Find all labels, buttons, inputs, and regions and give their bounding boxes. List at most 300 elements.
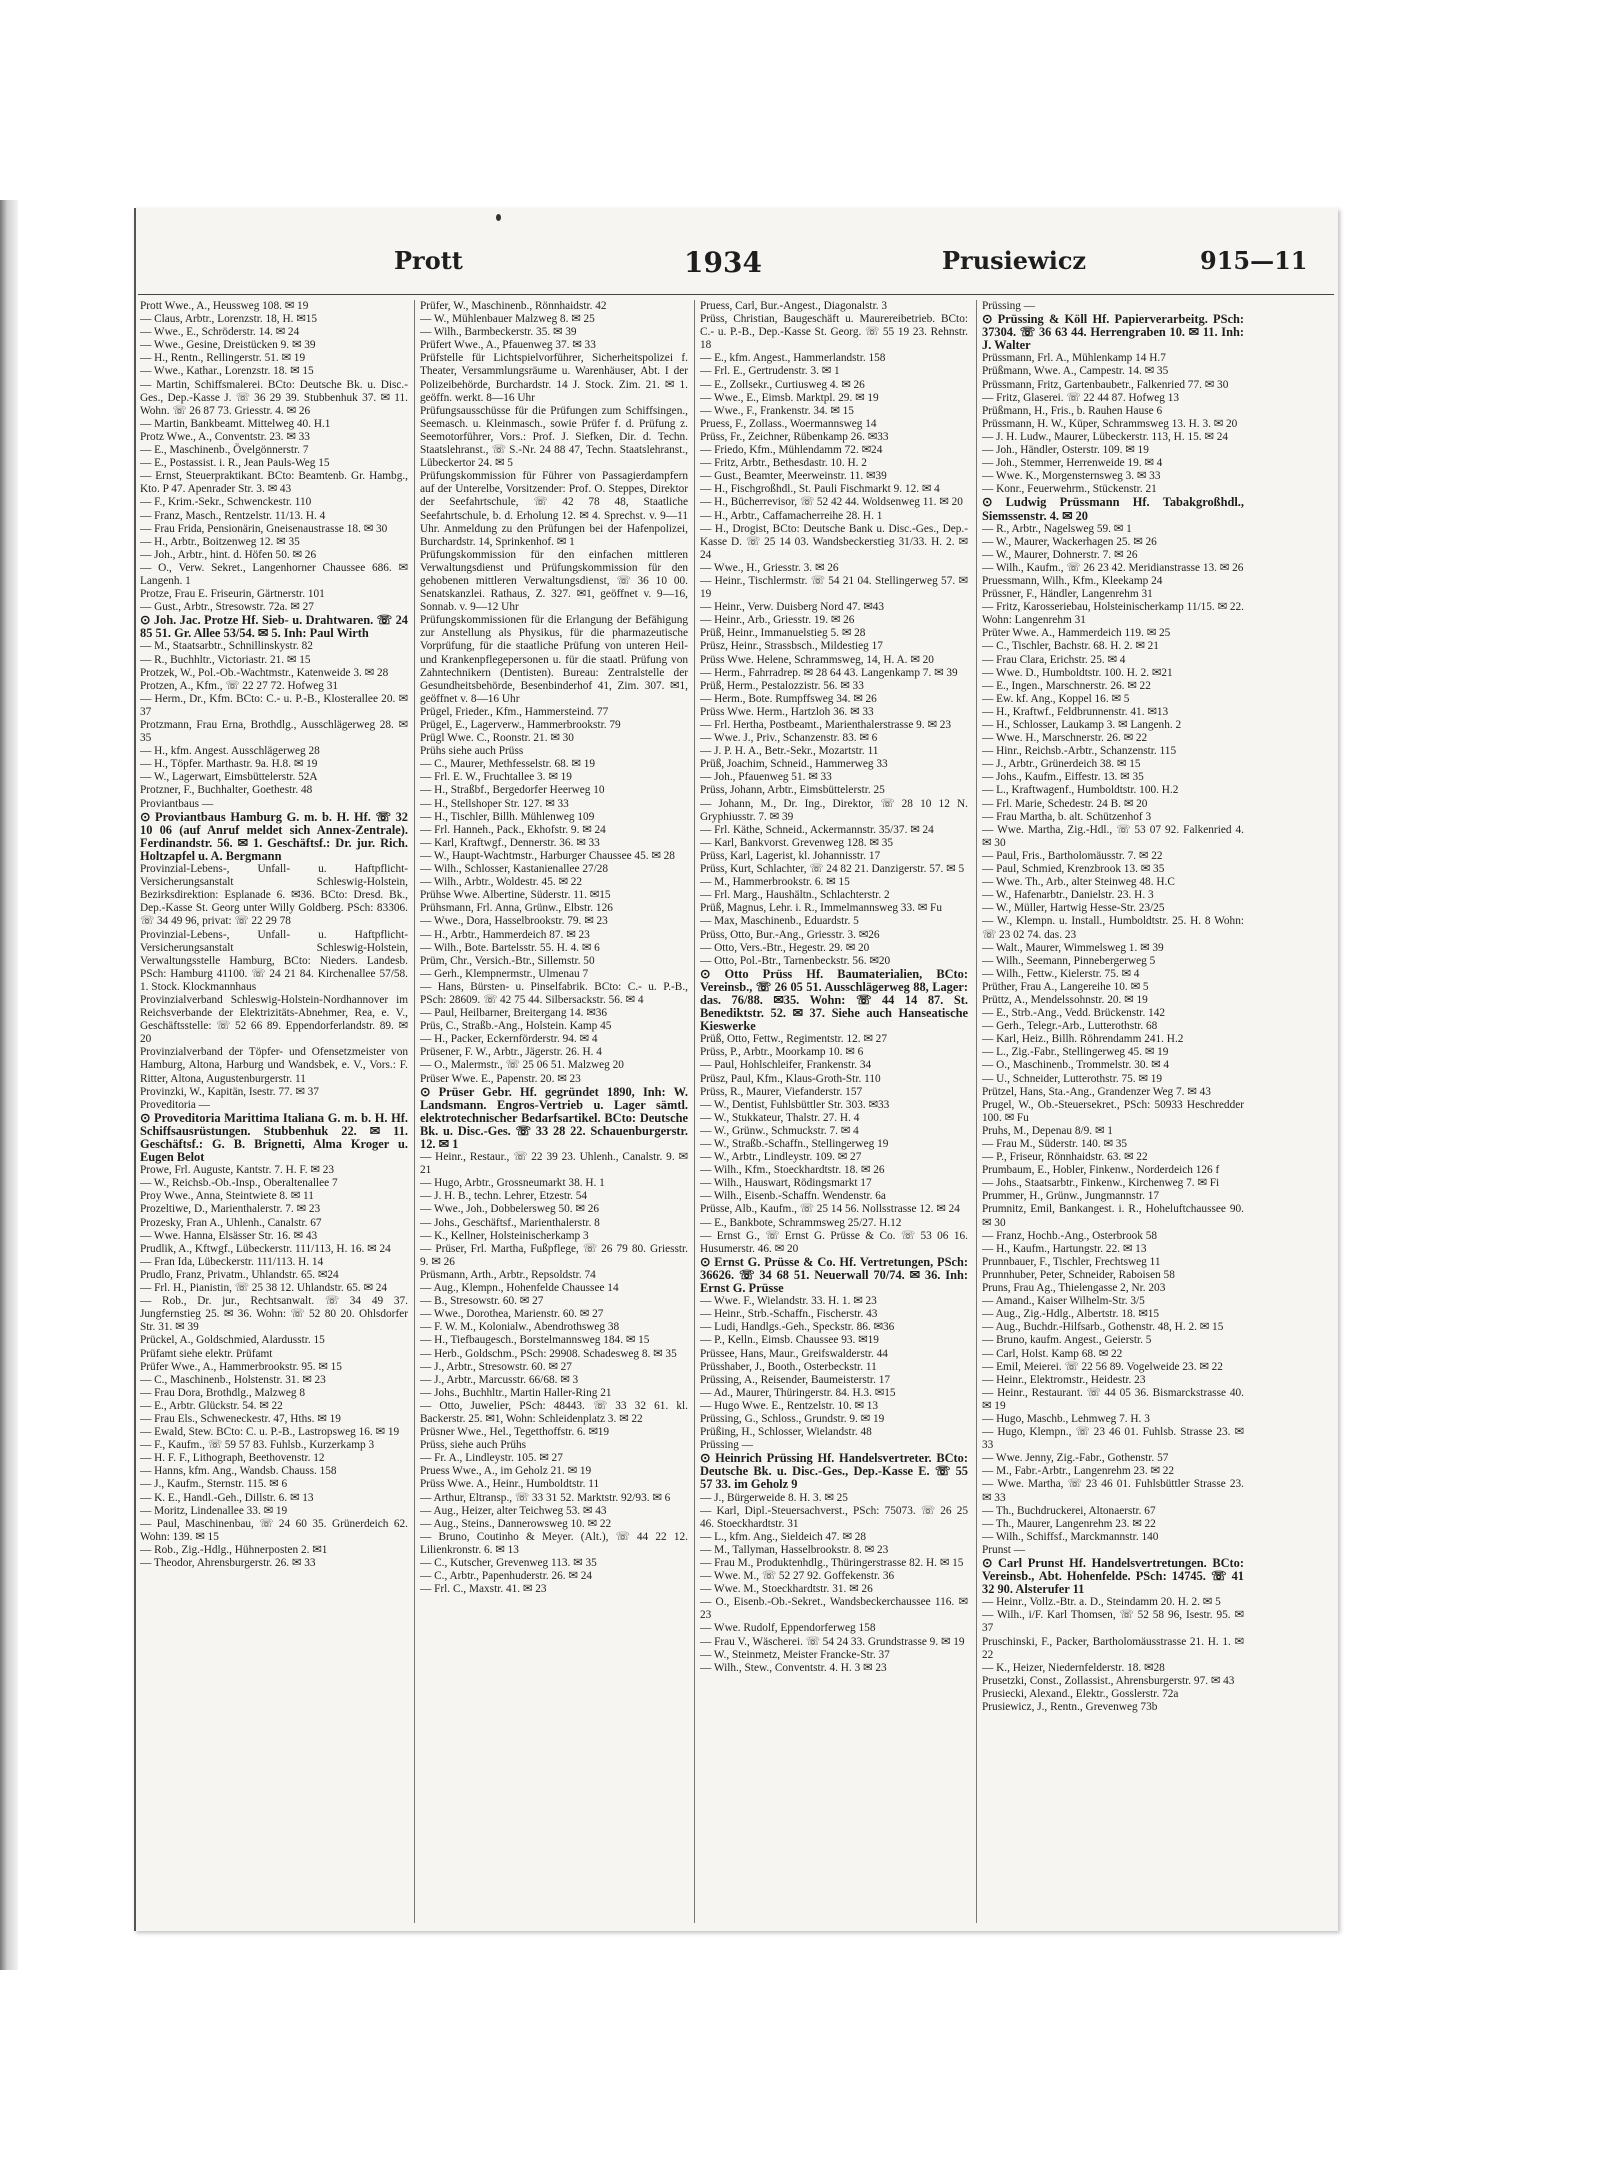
directory-entry: — H., Arbtr., Boitzenweg 12. ✉ 35 [140, 535, 300, 548]
directory-entry: — Aug., Steins., Dannerowsweg 10. ✉ 22 [420, 1517, 612, 1530]
directory-entry: — Fritz, Karosseriebau, Holsteinischerkamp 11/15. ✉ 22. Wohn: Langenrehm 31 [982, 601, 1244, 627]
directory-entry: — H., Tischler, Billh. Mühlenweg 109 [420, 810, 595, 823]
directory-entry: Prüss, Johann, Arbtr., Eimsbüttelerstr. 25 [700, 784, 885, 797]
directory-entry: — W., Hafenarbtr., Danielstr. 23. H. 3 [982, 889, 1154, 902]
header-rule [138, 294, 1334, 295]
directory-entry: — Frau Clara, Erichstr. 25. ✉ 4 [982, 653, 1126, 666]
directory-entry: — W., Grünw., Schmuckstr. 7. ✉ 4 [700, 1124, 859, 1137]
directory-entry: — F. W. M., Kolonialw., Abendrothsweg 38 [420, 1321, 620, 1334]
directory-entry: ⊙ Proveditoria Marittima Italiana G. m. b. H. Hf. Schiffsausrüstungen. Stubbenhuk 22. ✉ 11. Geschäftsf.: G. B. Brignetti, Alma Kroger u. Eugen Belot [140, 1110, 408, 1165]
directory-entry: — Wilh., i/F. Karl Thomsen, ☏ 52 58 96, Isestr. 95. ✉ 37 [982, 1609, 1244, 1635]
directory-entry: — B., Stresowstr. 60. ✉ 27 [420, 1295, 544, 1308]
directory-entry: — Bruno, kaufm. Angest., Geierstr. 5 [982, 1334, 1152, 1347]
directory-entry: — Wilh., Stew., Conventstr. 4. H. 3 ✉ 23 [700, 1661, 887, 1674]
directory-entry: — H., Fischgroßhdl., St. Pauli Fischmarkt 9. 12. ✉ 4 [700, 483, 940, 496]
directory-entry: — Prüser, Frl. Martha, Fußpflege, ☏ 26 79 80. Griesstr. 9. ✉ 26 [420, 1242, 688, 1268]
directory-entry: — Fran Ida, Lübeckerstr. 111/113. H. 14 [140, 1255, 324, 1268]
directory-entry: — Wilh., Fettw., Kielerstr. 75. ✉ 4 [982, 967, 1140, 980]
header-first-entry: Prott [394, 246, 463, 275]
directory-entry: — L., kfm. Ang., Sieldeich 47. ✉ 28 [700, 1530, 867, 1543]
directory-entry: — P., Friseur, Rönnhaidstr. 63. ✉ 22 [982, 1151, 1148, 1164]
directory-entry: — E., Maschinenb., Övelgönnerstr. 7 [140, 444, 309, 457]
directory-entry: Prüss, Kurt, Schlachter, ☏ 24 82 21. Danzigerstr. 57. ✉ 5 [700, 863, 965, 876]
directory-entry: Prüfstelle für Lichtspielvorführer, Sicherheitspolizei f. Theater, Versammlungsräume u. Warenhäuser, Abt. I der Polizeibehörde, Burchardstr. 14 J. Stock. Zim. 21. ✉ 1. geöffn. werkt. 8—16 Uhr [420, 352, 688, 404]
directory-entry: — M., Staatsarbtr., Schnillinskystr. 82 [140, 640, 313, 653]
directory-entry: ⊙ Proviantbaus Hamburg G. m. b. H. Hf. ☏ 32 10 06 (auf Anruf meldet sich Annex-Zentrale). Ferdinandstr. 56. ✉ 1. Geschäftsf.: Dr. jur. Rich. Holtzapfel u. A. Bergmann [140, 809, 408, 863]
directory-entry: — E., Bankbote, Schrammsweg 25/27. H.12 [700, 1216, 902, 1229]
directory-entry: — Herb., Goldschm., PSch: 29908. Schadesweg 8. ✉ 35 [420, 1347, 677, 1360]
directory-entry: Prüsse, Alb., Kaufm., ☏ 25 14 56. Nollsstrasse 12. ✉ 24 [700, 1203, 960, 1216]
directory-entry: Prüß, Otto, Fettw., Regimentstr. 12. ✉ 27 [700, 1033, 887, 1046]
directory-entry: Prüss, P., Arbtr., Moorkamp 10. ✉ 6 [700, 1046, 864, 1059]
directory-entry: — H., Stellshoper Str. 127. ✉ 33 [420, 797, 569, 810]
directory-entry: — Wwe. F., Wielandstr. 33. H. 1. ✉ 23 [700, 1295, 877, 1308]
column-divider [694, 300, 695, 1923]
column-divider [976, 300, 977, 1923]
directory-entry: Prüss, Otto, Bur.-Ang., Griesstr. 3. ✉26 [700, 928, 880, 941]
directory-entry: — Wwe. J., Priv., Schanzenstr. 83. ✉ 6 [700, 732, 878, 745]
directory-entry: Prozeltiwe, D., Marienthalerstr. 7. ✉ 23 [140, 1203, 321, 1216]
directory-entry: — Frau M., Süderstr. 140. ✉ 35 [982, 1138, 1128, 1150]
directory-entry: Prusiecki, Alexand., Elektr., Gosslerstr. 72a [982, 1687, 1179, 1700]
directory-entry: — Heinr., Tischlermstr. ☏ 54 21 04. Stellingerweg 57. ✉ 19 [700, 574, 968, 601]
directory-entry: — Frau Frida, Pensionärin, Gneisenaustrasse 18. ✉ 30 [140, 522, 388, 535]
directory-entry: Prunst — [982, 1543, 1025, 1556]
directory-entry: Protze, Frau E. Friseurin, Gärtnerstr. 101 [140, 588, 325, 601]
directory-entry: — Wwe. Th., Arb., alter Steinweg 48. H.C [982, 876, 1175, 889]
directory-entry: — W., Dentist, Fuhlsbüttler Str. 303. ✉33 [700, 1098, 890, 1111]
directory-entry: Prüssner, F., Händler, Langenrehm 31 [982, 588, 1153, 601]
directory-entry: Prüfamt siehe elektr. Prüfamt [140, 1347, 273, 1360]
directory-entry: — W., Straßb.-Schaffn., Stellingerweg 19 [700, 1138, 889, 1150]
directory-entry: Prüfungskommission für Führer von Passagierdampfern auf der Unterelbe, Vorsitzender: Prof. O. Steppes, Direktor der Seefahrtschule, ☏ 42 78 48, Staatliche Seefahrtschule, b. d. Erholung 12. ✉ 4. Sprechst. v. 9—11 Uhr. Anmeldung zu den Prüfungen bei der Hafenpolizei, Burchardstr. 14, Sprinkenhof. ✉ 1 [420, 470, 688, 548]
directory-entry: Prüfungsausschüsse für die Prüfungen zum Schiffsingen., Seemasch. u. Kleinmasch., sowie Prüfer f. d. Prüfung z. Seemotorführer, Vors.: Prof. J. Siefken, Dir. d. Techn. Staatslehranst., ☏ S.-Nr. 24 88 47, Techn. Staatslehranst., Lübeckertor 24. ✉ 5 [420, 404, 688, 470]
directory-entry: — Paul, Fris., Bartholomäusstr. 7. ✉ 22 [982, 849, 1163, 862]
directory-entry: — Wwe., H., Griesstr. 3. ✉ 26 [700, 561, 839, 574]
directory-entry: — Wwe. Hanna, Elsässer Str. 16. ✉ 43 [140, 1229, 318, 1242]
directory-entry: — W., Müller, Hartwig Hesse-Str. 23/25 [982, 902, 1165, 915]
directory-entry: — Johann, M., Dr. Ing., Direktor, ☏ 28 10 12 N. Gryphiusstr. 7. ✉ 39 [700, 797, 968, 823]
directory-entry: — Ad., Maurer, Thüringerstr. 84. H.3. ✉15 [700, 1386, 896, 1399]
directory-entry: — H., Packer, Eckernförderstr. 94. ✉ 4 [420, 1033, 598, 1046]
directory-entry: — Aug., Klempn., Hohenfelde Chaussee 14 [420, 1282, 619, 1295]
directory-entry: Provinzialverband der Töpfer- und Ofensetzmeister von Hamburg, Altona, Harburg und Wandsbek, e. V., Vors.: F. Ritter, Altona, Augustenburgerstr. 11 [140, 1046, 408, 1085]
column-divider [414, 300, 415, 1923]
directory-entry: Prügel, Frieder., Kfm., Hammersteind. 77 [420, 705, 609, 718]
directory-entry: Prumbaum, E., Hobler, Finkenw., Norderdeich 126 f [982, 1164, 1220, 1177]
directory-entry: — Martin, Schiffsmalerei. BCto: Deutsche Bk. u. Disc.-Ges., Dep.-Kasse J. ☏ 36 29 39. Stubbenhuk 37. ✉ 11. Wohn. ☏ 26 87 73. Griesstr. 4. ✉ 26 [140, 378, 408, 417]
directory-entry: Protzen, A., Kfm., ☏ 22 27 72. Hofweg 31 [140, 679, 338, 692]
directory-entry: — Wwe. D., Humboldtstr. 100. H. 2. ✉21 [982, 666, 1173, 679]
directory-entry: Prüssing — [982, 300, 1036, 312]
directory-entry: — Wwe. H., Marschnerstr. 26. ✉ 22 [982, 732, 1148, 745]
directory-entry: Prüsmann, Arth., Arbtr., Repsoldstr. 74 [420, 1268, 596, 1281]
directory-entry: — Wwe. K., Morgensternsweg 3. ✉ 33 [982, 470, 1161, 483]
directory-entry: — Th., Buchdruckerei, Altonaerstr. 67 [982, 1504, 1156, 1517]
directory-entry: Prüfert Wwe., A., Pfauenweg 37. ✉ 33 [420, 339, 596, 352]
directory-entry: — Heinr., Arb., Griesstr. 19. ✉ 26 [700, 614, 855, 627]
directory-entry: Prozesky, Fran A., Uhlenh., Canalstr. 67 [140, 1216, 322, 1229]
directory-entry: Prüsner Wwe., Hel., Tegetthoffstr. 6. ✉19 [420, 1426, 610, 1439]
directory-entry: Pruhs, M., Depenau 8/9. ✉ 1 [982, 1124, 1113, 1137]
directory-entry: — Moritz, Lindenallee 33. ✉ 19 [140, 1504, 288, 1517]
directory-entry: Prüssing — [700, 1439, 754, 1452]
directory-entry: Prüssing, A., Reisender, Baumeisterstr. 17 [700, 1373, 891, 1386]
directory-entry: — Frl. E. W., Fruchtallee 3. ✉ 19 [420, 771, 572, 784]
directory-entry: Protz Wwe., A., Conventstr. 23. ✉ 33 [140, 430, 310, 443]
directory-entry: Prüssing, G., Schloss., Grundstr. 9. ✉ 19 [700, 1412, 885, 1425]
directory-entry: Prühsmann, Frl. Anna, Grünw., Elbstr. 126 [420, 902, 613, 915]
directory-entry: — Rob., Zig.-Hdlg., Hühnerposten 2. ✉1 [140, 1543, 328, 1556]
directory-entry: — Ludi, Handlgs.-Geh., Speckstr. 86. ✉36 [700, 1321, 895, 1334]
directory-entry: — O., Verw. Sekret., Langenhorner Chaussee 686. ✉ Langenh. 1 [140, 561, 408, 587]
directory-entry: — Frl. Marg., Haushältn., Schlachterstr. 2 [700, 889, 890, 902]
directory-entry: — W., Klempn. u. Install., Humboldtstr. 25. H. 8 Wohn: ☏ 23 02 74. das. 23 [982, 915, 1244, 941]
directory-entry: — Wilh., Schiffsf., Marckmannstr. 140 [982, 1530, 1159, 1543]
directory-entry: — L., Zig.-Fabr., Stellingerweg 45. ✉ 19 [982, 1046, 1169, 1059]
directory-entry: — M., Tallyman, Hasselbrookstr. 8. ✉ 23 [700, 1543, 889, 1556]
directory-entry: ⊙ Carl Prunst Hf. Handelsvertretungen. BCto: Vereinsb., Abt. Hohenfelde. PSch: 14745. ☏ 41 32 90. Alsterufer 11 [982, 1556, 1244, 1597]
directory-entry: — Wwe. Rudolf, Eppendorferweg 158 [700, 1622, 876, 1635]
directory-entry: Prüßmann, Wwe. A., Campestr. 14. ✉ 35 [982, 365, 1169, 378]
directory-entry: — H., Bücherrevisor, ☏ 52 42 44. Woldsenweg 11. ✉ 20 [700, 496, 963, 509]
directory-entry: — Rob., Dr. jur., Rechtsanwalt. ☏ 34 49 37. Jungfernstieg 25. ✉ 36. Wohn: ☏ 52 80 20. Ohlsdorfer Str. 31. ✉ 39 [140, 1295, 408, 1334]
directory-entry: — Karl, Dipl.-Steuersachverst., PSch: 75073. ☏ 26 25 46. Stoeckhardtstr. 31 [700, 1504, 968, 1530]
directory-entry: Prüss, Karl, Lagerist, kl. Johannisstr. 17 [700, 849, 881, 862]
directory-entry: — Wilh., Hauswart, Rödingsmarkt 17 [700, 1177, 872, 1190]
directory-entry: — J., Arbtr., Marcusstr. 66/68. ✉ 3 [420, 1373, 579, 1386]
directory-entry: — Carl, Holst. Kamp 68. ✉ 22 [982, 1347, 1123, 1360]
directory-entry: — Joh., Arbtr., hint. d. Höfen 50. ✉ 26 [140, 548, 317, 561]
directory-entry: — Johs., Geschäftsf., Marienthalerstr. 8 [420, 1216, 600, 1229]
directory-entry: — J., Arbtr., Stresowstr. 60. ✉ 27 [420, 1360, 572, 1373]
directory-entry: Prügl Wwe. C., Roonstr. 21. ✉ 30 [420, 732, 574, 745]
directory-entry: Provinzki, W., Kapitän, Isestr. 77. ✉ 37 [140, 1085, 319, 1098]
directory-entry: — Ernst, Steuerpraktikant. BCto: Beamtenb. Gr. Hambg., Kto. P 47. Apenrader Str. 3. ✉ 43 [140, 470, 408, 496]
directory-entry: — Paul, Schmied, Krenzbrook 13. ✉ 35 [982, 863, 1165, 876]
directory-entry: — H., Rentn., Rellingerstr. 51. ✉ 19 [140, 352, 306, 365]
directory-entry: — Frl. C., Maxstr. 41. ✉ 23 [420, 1583, 547, 1596]
directory-entry: — K., Kellner, Holsteinischerkamp 3 [420, 1229, 589, 1242]
directory-entry: — Walt., Maurer, Wimmelsweg 1. ✉ 39 [982, 941, 1164, 954]
directory-entry: — Johs., Kaufm., Eiffestr. 13. ✉ 35 [982, 771, 1144, 784]
directory-entry: — Paul, Heilbarner, Breitergang 14. ✉36 [420, 1007, 607, 1020]
directory-entry: — Aug., Zig.-Hdlg., Albertstr. 18. ✉15 [982, 1308, 1160, 1321]
directory-entry: Prummer, H., Grünw., Jungmannstr. 17 [982, 1190, 1160, 1203]
directory-entry: Prott Wwe., A., Heussweg 108. ✉ 19 [140, 300, 309, 312]
directory-entry: — Gust., Arbtr., Stresowstr. 72a. ✉ 27 [140, 601, 314, 614]
directory-entry: — W., Arbtr., Lindleystr. 109. ✉ 27 [700, 1151, 862, 1164]
directory-entry: Prusiewicz, J., Rentn., Grevenweg 73b [982, 1701, 1158, 1714]
directory-entry: Prützel, Hans, Sta.-Ang., Grandenzer Weg 7. ✉ 43 [982, 1085, 1211, 1098]
directory-entry: Pruessmann, Wilh., Kfm., Kleekamp 24 [982, 574, 1163, 587]
directory-entry: Prühs siehe auch Prüss [420, 745, 524, 758]
directory-entry: — Wwe., Dora, Hasselbrookstr. 79. ✉ 23 [420, 915, 608, 928]
directory-entry: — Friedo, Kfm., Mühlendamm 72. ✉24 [700, 444, 883, 457]
directory-entry: — H., Straßbf., Bergedorfer Heerweg 10 [420, 784, 605, 797]
directory-entry: — E., Postassist. i. R., Jean Pauls-Weg 15 [140, 457, 330, 470]
directory-entry: — Emil, Meierei. ☏ 22 56 89. Vogelweide 23. ✉ 22 [982, 1360, 1223, 1373]
directory-entry: Prumnitz, Emil, Bankangest. i. R., Hoheluftchaussee 90. ✉ 30 [982, 1203, 1244, 1229]
directory-entry: — Johs., Buchhltr., Martin Haller-Ring 21 [420, 1386, 612, 1399]
directory-entry: — Paul, Hohlschleifer, Frankenstr. 34 [700, 1059, 872, 1072]
directory-entry: — Heinr., Vollz.-Btr. a. D., Steindamm 20. H. 2. ✉ 5 [982, 1596, 1221, 1609]
column-1 [140, 300, 408, 1923]
directory-entry: ⊙ Ludwig Prüssmann Hf. Tabakgroßhdl., Siemssenstr. 4. ✉ 20 [982, 495, 1244, 523]
directory-entry: — Max, Maschinenb., Eduardstr. 5 [700, 915, 859, 928]
directory-entry: Provinzial-Lebens-, Unfall- u. Haftpflicht-Versicherungsanstalt Schleswig-Holstein, Verwaltungsstelle Hamburg, BCto: Nieders. Landesb. PSch: Hamburg 41100. ☏ 24 21 84. Kirchenallee 57/58. 1. Stock. Klockmannhaus [140, 928, 408, 993]
directory-entry: — Gerh., Klempnermstr., Ulmenau 7 [420, 967, 589, 980]
directory-entry: — Hugo, Maschb., Lehmweg 7. H. 3 [982, 1412, 1150, 1425]
directory-entry: Protzek, W., Pol.-Ob.-Wachtmstr., Katenweide 3. ✉ 28 [140, 666, 389, 679]
directory-entry: Prudlo, Franz, Privatm., Uhlandstr. 65. ✉24 [140, 1268, 339, 1281]
directory-entry: — Herm., Bote. Rumpffsweg 34. ✉ 26 [700, 692, 877, 705]
directory-entry: — Wwe., E., Eimsb. Marktpl. 29. ✉ 19 [700, 391, 879, 404]
directory-entry: — Hugo Wwe. E., Rentzelstr. 10. ✉ 13 [700, 1399, 879, 1412]
directory-entry: Prüßmann, H., Fris., b. Rauhen Hause 6 [982, 404, 1163, 417]
directory-entry: — K. E., Handl.-Geh., Dillstr. 6. ✉ 13 [140, 1491, 314, 1504]
directory-entry: — E., kfm. Angest., Hammerlandstr. 158 [700, 352, 886, 365]
directory-entry: — P., Kelln., Eimsb. Chaussee 93. ✉19 [700, 1334, 879, 1347]
directory-entry: Pruess, Carl, Bur.-Angest., Diagonalstr. 3 [700, 300, 888, 312]
directory-entry: — Wilh., Bote. Bartelsstr. 55. H. 4. ✉ 6 [420, 941, 600, 954]
directory-entry: — Frl. Käthe, Schneid., Ackermannstr. 35/37. ✉ 24 [700, 823, 934, 836]
directory-entry: — Wilh., Seemann, Pinnebergerweg 5 [982, 954, 1156, 967]
directory-entry: — Heinr., Restaur., ☏ 22 39 23. Uhlenh., Canalstr. 9. ✉ 21 [420, 1151, 688, 1177]
directory-entry: — E., Strb.-Ang., Vedd. Brückenstr. 142 [982, 1007, 1166, 1020]
directory-entry: — Frau M., Produktenhdlg., Thüringerstrasse 82. H. ✉ 15 [700, 1557, 964, 1569]
directory-entry: ⊙ Ernst G. Prüsse & Co. Hf. Vertretungen, PSch: 36626. ☏ 34 68 51. Neuerwall 70/74. ✉ 36. Inh: Ernst G. Prüsse [700, 1254, 968, 1296]
directory-entry: — W., Maurer, Wackerhagen 25. ✉ 26 [982, 535, 1157, 548]
directory-entry: Prusetzki, Const., Zollassist., Ahrensburgerstr. 97. ✉ 43 [982, 1674, 1235, 1687]
directory-entry: — Theodor, Ahrensburgerstr. 26. ✉ 33 [140, 1557, 316, 1569]
directory-entry: — J., Arbtr., Grünerdeich 38. ✉ 15 [982, 758, 1141, 771]
directory-entry: — Heinr., Restaurant. ☏ 44 05 36. Bismarckstrasse 40. ✉ 19 [982, 1386, 1244, 1412]
directory-entry: — Wilh., Schlosser, Kastanienallee 27/28 [420, 863, 609, 876]
directory-entry: — C., Maurer, Methfesselstr. 68. ✉ 19 [420, 758, 595, 771]
directory-entry: — Ew. kf. Ang., Koppel 16. ✉ 5 [982, 692, 1130, 705]
directory-entry: — J. H. Ludw., Maurer, Lübeckerstr. 113, H. 15. ✉ 24 [982, 430, 1228, 443]
directory-entry: — Franz, Hochb.-Ang., Osterbrook 58 [982, 1229, 1158, 1242]
directory-entry: — Wwe., Gesine, Dreistücken 9. ✉ 39 [140, 339, 316, 352]
directory-entry: — Johs., Staatsarbtr., Finkenw., Kirchenweg 7. ✉ Fi [982, 1177, 1220, 1190]
directory-entry: — Wilh., Kfm., Stoeckhardtstr. 18. ✉ 26 [700, 1164, 885, 1177]
directory-entry: — Otto, Pol.-Btr., Tarnenbeckstr. 56. ✉20 [700, 954, 891, 967]
directory-entry: — Th., Maurer, Langenrehm 23. ✉ 22 [982, 1517, 1156, 1530]
directory-entry: ⊙ Joh. Jac. Protze Hf. Sieb- u. Drahtwaren. ☏ 24 85 51. Gr. Allee 53/54. ✉ 5. Inh: Paul Wirth [140, 613, 408, 641]
directory-entry: Prüter Wwe. A., Hammerdeich 119. ✉ 25 [982, 627, 1171, 640]
directory-entry: Prüsz, Heinr., Strassbsch., Mildestieg 17 [700, 640, 883, 653]
directory-entry: Prüß, Herm., Pestalozzistr. 56. ✉ 33 [700, 679, 864, 692]
directory-entry: — Amand., Kaiser Wilhelm-Str. 3/5 [982, 1295, 1145, 1308]
directory-entry: — Joh., Händler, Osterstr. 109. ✉ 19 [982, 444, 1149, 457]
directory-entry: — E., Ingen., Marschnerstr. 26. ✉ 22 [982, 679, 1151, 692]
directory-entry: Prüther, Frau A., Langereihe 10. ✉ 5 [982, 980, 1149, 993]
header-page-number: 915—11 [1200, 246, 1308, 275]
directory-entry: — H., Kraftwf., Feldbrunnenstr. 41. ✉13 [982, 705, 1169, 718]
directory-entry: — Wilh., Arbtr., Woldestr. 45. ✉ 22 [420, 876, 583, 889]
directory-entry: — Frl. Marie, Schedestr. 24 B. ✉ 20 [982, 797, 1148, 810]
directory-entry: — Heinr., Verw. Duisberg Nord 47. ✉43 [700, 601, 885, 614]
directory-entry: — H., kfm. Angest. Ausschlägerweg 28 [140, 745, 320, 758]
directory-entry: Prüss, siehe auch Prühs [420, 1439, 527, 1452]
directory-entry: — Frl. Hertha, Postbeamt., Marienthalerstrasse 9. ✉ 23 [700, 719, 952, 731]
directory-entry: Prugel, W., Ob.-Steuersekret., PSch: 50933 Heschredder 100. ✉ Fu [982, 1098, 1244, 1124]
directory-entry: — Otto, Vers.-Btr., Hegestr. 29. ✉ 20 [700, 941, 870, 954]
directory-entry: Proveditoria — [140, 1098, 210, 1111]
directory-entry: — Fritz, Glaserei. ☏ 22 44 87. Hofweg 13 [982, 391, 1180, 404]
directory-entry: — Wwe., E., Schröderstr. 14. ✉ 24 [140, 326, 300, 339]
directory-entry: — C., Tischler, Bachstr. 68. H. 2. ✉ 21 [982, 640, 1159, 653]
directory-entry: — Bruno, Coutinho & Meyer. (Alt.), ☏ 44 22 12. Lilienkronstr. 6. ✉ 13 [420, 1530, 688, 1556]
directory-entry: — Paul, Maschinenbau, ☏ 24 60 35. Grünerdeich 62. Wohn: 139. ✉ 15 [140, 1517, 408, 1543]
directory-entry: — O., Maschinenb., Trommelstr. 30. ✉ 4 [982, 1059, 1170, 1072]
directory-entry: — Gust., Beamter, Meerweinstr. 11. ✉39 [700, 470, 887, 483]
directory-entry: Prühse Wwe. Albertine, Süderstr. 11. ✉15 [420, 889, 611, 902]
directory-entry: — Frl. Hanneh., Pack., Ekhofstr. 9. ✉ 24 [420, 823, 606, 836]
directory-entry: Prüssmann, Frl. A., Mühlenkamp 14 H.7 [982, 352, 1166, 365]
entry-columns [136, 300, 1338, 1923]
directory-entry: ⊙ Prüser Gebr. Hf. gegründet 1890, Inh: W. Landsmann. Engros-Vertrieb u. Lager sämtl. elektrotechnischer Bedarfsartikel. BCto: Deutsche Bk. u. Disc.-Ges. ☏ 33 28 22. Schauenburgerstr. 12. ✉ 1 [420, 1084, 688, 1151]
directory-entry: — Joh., Stemmer, Herrenweide 19. ✉ 4 [982, 457, 1163, 470]
directory-entry: — J. H. B., techn. Lehrer, Etzestr. 54 [420, 1190, 588, 1203]
directory-entry: — Karl, Kraftwgf., Dennerstr. 36. ✉ 33 [420, 836, 600, 849]
directory-entry: — Wwe., Dorothea, Marienstr. 60. ✉ 27 [420, 1308, 604, 1321]
directory-entry: — Fritz, Arbtr., Bethesdastr. 10. H. 2 [700, 457, 867, 470]
directory-entry: — Wwe. M., Stoeckhardtstr. 31. ✉ 26 [700, 1583, 873, 1596]
directory-entry: Prüßing, H., Schlosser, Wielandstr. 48 [700, 1426, 872, 1439]
ink-speck [496, 214, 501, 221]
directory-page [134, 208, 1338, 1931]
directory-entry: ⊙ Heinrich Prüssing Hf. Handelsvertreter. BCto: Deutsche Bk. u. Disc.-Ges., Dep.-Kasse E. ☏ 55 57 33. im Geholz 9 [700, 1451, 968, 1492]
directory-entry: Prüsshaber, J., Booth., Osterbeckstr. 11 [700, 1360, 877, 1373]
directory-entry: — Frau V., Wäscherei. ☏ 54 24 33. Grundstrasse 9. ✉ 19 [700, 1635, 965, 1648]
directory-entry: — H., Kaufm., Hartungstr. 22. ✉ 13 [982, 1242, 1147, 1255]
directory-entry: Prüfer Wwe., A., Hammerbrookstr. 95. ✉ 15 [140, 1360, 342, 1373]
directory-entry: — Karl, Heiz., Billh. Röhrendamm 241. H.2 [982, 1033, 1184, 1046]
directory-entry: Prüss Wwe. Helene, Schrammsweg, 14, H. A. ✉ 20 [700, 653, 934, 666]
directory-entry: — Joh., Pfauenweg 51. ✉ 33 [700, 771, 832, 784]
directory-entry: Protzner, F., Buchhalter, Goethestr. 48 [140, 784, 313, 797]
directory-entry: Provinzialverband Schleswig-Holstein-Nordhannover im Reichsverbande der Elektrizitäts-Abnehmer, Rea, e. V., Geschäftsstelle: ☏ 52 66 89. Eppendorferlandstr. 89. ✉ 20 [140, 993, 408, 1046]
directory-entry: Prüs, C., Straßb.-Ang., Holstein. Kamp 45 [420, 1020, 612, 1033]
directory-entry: — Frau Martha, b. alt. Schützenhof 3 [982, 810, 1152, 823]
directory-entry: Proy Wwe., Anna, Steintwiete 8. ✉ 11 [140, 1190, 314, 1203]
directory-entry: ⊙ Prüssing & Köll Hf. Papierverarbeitg. PSch: 37304. ☏ 36 63 44. Herrengraben 10. ✉ 11. Inh: J. Walter [982, 312, 1244, 353]
directory-entry: Prüfungskommissionen für die Erlangung der Befähigung zur Anstellung als Physikus, für die pharmazeutische Vorprüfung, für die staatliche Prüfung von unteren Heil- und Krankenpflegepersonen u. für die staatl. Prüfung von Zahntechnikern (Dentisten). Bureau: Zentralstelle der Gesundheitsbehörde, Besenbinderhof 41, Zim. 307. ✉1, geöffnet v. 8—16 Uhr [420, 614, 688, 705]
directory-entry: — Wilh., Barmbeckerstr. 35. ✉ 39 [420, 326, 577, 339]
directory-entry: — L., Kraftwagenf., Humboldtstr. 100. H.2 [982, 784, 1179, 797]
directory-entry: — Claus, Arbtr., Lorenzstr. 18, H. ✉15 [140, 313, 318, 326]
directory-entry: Prudlik, A., Kftwgf., Lübeckerstr. 111/113, H. 16. ✉ 24 [140, 1242, 391, 1255]
directory-entry: — Aug., Buchdr.-Hilfsarb., Gothenstr. 48, H. 2. ✉ 15 [982, 1321, 1224, 1334]
directory-entry: Prüss Wwe. A., Heinr., Humboldtstr. 11 [420, 1478, 600, 1491]
directory-entry: — C., Kutscher, Grevenweg 113. ✉ 35 [420, 1557, 597, 1569]
directory-entry: — Hugo, Klempn., ☏ 23 46 01. Fuhlsb. Strasse 23. ✉ 33 [982, 1426, 1244, 1452]
directory-entry: Prüsz, Paul, Kfm., Klaus-Groth-Str. 110 [700, 1072, 881, 1085]
directory-entry: — Hugo, Arbtr., Grossneumarkt 38. H. 1 [420, 1177, 605, 1190]
directory-entry: — Wilh., Kaufm., ☏ 26 23 42. Meridianstrasse 13. ✉ 26 [982, 561, 1244, 574]
directory-entry: — Heinr., Strb.-Schaffn., Fischerstr. 43 [700, 1308, 878, 1321]
directory-entry: Prunnbauer, F., Tischler, Frechtsweg 11 [982, 1255, 1161, 1268]
directory-entry: — Wwe., Joh., Dobbelersweg 50. ✉ 26 [420, 1203, 599, 1216]
directory-entry: — W., Steinmetz, Meister Francke-Str. 37 [700, 1648, 890, 1661]
directory-entry: — F., Krim.-Sekr., Schwenckestr. 110 [140, 496, 312, 509]
directory-entry: — Frau Els., Schweneckestr. 47, Hths. ✉ 19 [140, 1412, 341, 1425]
directory-entry: — W., Stukkateur, Thalstr. 27. H. 4 [700, 1111, 860, 1124]
directory-entry: — C., Maschinenb., Holstenstr. 31. ✉ 23 [140, 1373, 326, 1386]
directory-entry: — U., Schneider, Lutterothstr. 75. ✉ 19 [982, 1072, 1163, 1085]
directory-entry: Prüfer, W., Maschinenb., Rönnhaidstr. 42 [420, 300, 607, 312]
directory-entry: Prüß, Heinr., Immanuelstieg 5. ✉ 28 [700, 627, 866, 640]
directory-entry: — Hinr., Reichsb.-Arbtr., Schanzenstr. 115 [982, 745, 1177, 758]
directory-entry: — Heinr., Elektromstr., Heidestr. 23 [982, 1373, 1146, 1386]
directory-entry: — W., Mühlenbauer Malzweg 8. ✉ 25 [420, 313, 595, 326]
directory-entry: — O., Eisenb.-Ob.-Sekret., Wandsbeckerchaussee 116. ✉ 23 [700, 1596, 968, 1622]
directory-entry: — W., Maurer, Dohnerstr. 7. ✉ 26 [982, 548, 1138, 561]
directory-entry: — K., Heizer, Niedernfelderstr. 18. ✉28 [982, 1661, 1165, 1674]
directory-entry: — Arthur, Eltransp., ☏ 33 31 52. Marktstr. 92/93. ✉ 6 [420, 1491, 671, 1504]
directory-entry: — J., Bürgerweide 8. H. 3. ✉ 25 [700, 1491, 848, 1504]
directory-entry: — H., Töpfer. Marthastr. 9a. H.8. ✉ 19 [140, 758, 318, 771]
directory-entry: Prückel, A., Goldschmied, Alardusstr. 15 [140, 1334, 325, 1347]
directory-entry: — Fr. A., Lindleystr. 105. ✉ 27 [420, 1452, 563, 1465]
directory-entry: — Frau Dora, Brothdlg., Malzweg 8 [140, 1386, 306, 1399]
directory-entry: — Gerh., Telegr.-Arb., Lutterothstr. 68 [982, 1020, 1158, 1033]
directory-entry: — Wwe. Jenny, Zig.-Fabr., Gothenstr. 57 [982, 1452, 1169, 1465]
directory-entry: — Hans, Bürsten- u. Pinselfabrik. BCto: C.- u. P.-B., PSch: 28609. ☏ 42 75 44. Silbersackstr. 56. ✉ 4 [420, 980, 688, 1006]
directory-entry: — Otto, Juwelier, PSch: 48443. ☏ 33 32 61. kl. Backerstr. 25. ✉1, Wohn: Schleidenplatz 3. ✉ 22 [420, 1399, 688, 1425]
directory-entry: Prüser Wwe. E., Papenstr. 20. ✉ 23 [420, 1072, 581, 1085]
directory-entry: Prüttz, A., Mendelssohnstr. 20. ✉ 19 [982, 993, 1148, 1006]
directory-entry: Pruschinski, F., Packer, Bartholomäusstrasse 21. H. 1. ✉ 22 [982, 1635, 1244, 1661]
directory-entry: — Ewald, Stew. BCto: C. u. P.-B., Lastropsweg 16. ✉ 19 [140, 1426, 400, 1439]
directory-entry: — E., Zollsekr., Curtiusweg 4. ✉ 26 [700, 378, 865, 391]
directory-entry: — Wwe., F., Frankenstr. 34. ✉ 15 [700, 404, 854, 417]
directory-entry: — Konr., Feuerwehrm., Stückenstr. 21 [982, 483, 1157, 496]
directory-entry: — W., Reichsb.-Ob.-Insp., Oberaltenallee 7 [140, 1177, 338, 1190]
directory-entry: — H., Drogist, BCto: Deutsche Bank u. Disc.-Ges., Dep.-Kasse D. ☏ 25 14 03. Wandsbeckerstieg 31/33. H. 2. ✉ 24 [700, 522, 968, 561]
directory-entry: Prüss, Fr., Zeichner, Rübenkamp 26. ✉33 [700, 430, 889, 443]
directory-entry: Prüß, Magnus, Lehr. i. R., Immelmannsweg 33. ✉ Fu [700, 902, 942, 915]
directory-entry: Prügel, E., Lagerverw., Hammerbrookstr. 79 [420, 719, 621, 731]
directory-entry: — Wwe., Kathar., Lorenzstr. 18. ✉ 15 [140, 365, 314, 378]
directory-entry: ⊙ Otto Prüss Hf. Baumaterialien, BCto: Vereinsb., ☏ 26 05 51. Ausschlägerweg 88, Lager: das. 76/88. ✉35. Wohn: ☏ 44 14 87. St. Benediktstr. 52. ✉ 37. Siehe auch Hanseatische Kieswerke [700, 966, 968, 1034]
directory-entry: Pruns, Frau Ag., Thielengasse 2, Nr. 203 [982, 1282, 1166, 1295]
directory-entry: Prüss, R., Maurer, Viefanderstr. 157 [700, 1085, 863, 1098]
directory-entry: — Martin, Bankbeamt. Mittelweg 40. H.1 [140, 417, 331, 430]
directory-entry: — J., Kaufm., Sternstr. 115. ✉ 6 [140, 1478, 288, 1491]
directory-entry: — Wilh., Eisenb.-Schaffn. Wendenstr. 6a [700, 1190, 886, 1203]
directory-entry: — M., Hammerbrookstr. 6. ✉ 15 [700, 876, 850, 889]
directory-entry: — H., Schlosser, Laukamp 3. ✉ Langenh. 2 [982, 719, 1182, 731]
header-year: 1934 [684, 246, 762, 279]
directory-entry: Prüfungskommission für den einfachen mittleren Verwaltungsdienst und Prüfungskommission für den gehobenen mittleren Verwaltungsdienst, ☏ 36 10 00. Senatskanzlei. Rathaus, Z. 327. ✉1, geöffnet v. 9—16, Sonnab. v. 9—12 Uhr [420, 548, 688, 614]
directory-entry: Protzmann, Frau Erna, Brothdlg., Ausschlägerweg 28. ✉ 35 [140, 719, 408, 745]
page-header [136, 246, 1338, 290]
directory-entry: Prüssmann, H. W., Küper, Schrammsweg 13. H. 3. ✉ 20 [982, 417, 1238, 430]
directory-entry: — Herm., Dr., Kfm. BCto: C.- u. P.-B., Klosterallee 20. ✉ 37 [140, 692, 408, 718]
directory-entry: — H., Arbtr., Caffamacherreihe 28. H. 1 [700, 509, 883, 522]
directory-entry: — C., Arbtr., Papenhuderstr. 26. ✉ 24 [420, 1570, 593, 1583]
directory-entry: — Hanns, kfm. Ang., Wandsb. Chauss. 158 [140, 1465, 337, 1478]
directory-entry: — W., Lagerwart, Eimsbüttelerstr. 52A [140, 771, 318, 784]
directory-entry: Provinzial-Lebens-, Unfall- u. Haftpflicht-Versicherungsanstalt Schleswig-Holstein, Bezirksdirektion: Esplanade 6. ✉36. BCto: Dresd. Bk., Dep.-Kasse St. Georg unter Willy Goldberg. PSch: 83306. ☏ 34 49 96, privat: ☏ 22 29 78 [140, 863, 408, 928]
directory-entry: — J. P. H. A., Betr.-Sekr., Mozartstr. 11 [700, 745, 879, 758]
column-4 [982, 300, 1244, 1923]
directory-entry: — F., Kaufm., ☏ 59 57 83. Fuhlsb., Kurzerkamp 3 [140, 1439, 375, 1452]
directory-entry: — M., Fabr.-Arbtr., Langenrehm 23. ✉ 22 [982, 1465, 1175, 1478]
